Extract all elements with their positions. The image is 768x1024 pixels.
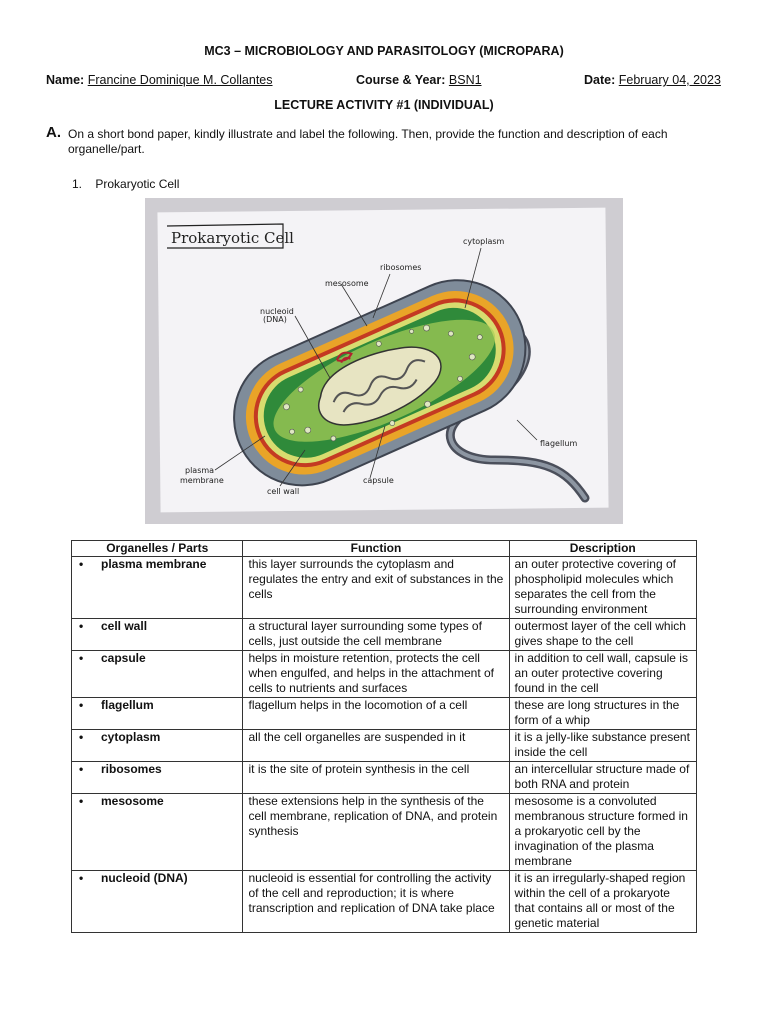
label-flagellum: flagellum <box>540 439 578 448</box>
document-title: MC3 – MICROBIOLOGY AND PARASITOLOGY (MICROPARA) <box>204 44 564 58</box>
label-plasma-membrane-2: membrane <box>180 476 224 485</box>
item-number: 1. <box>72 177 83 191</box>
label-nucleoid-dna: (DNA) <box>263 315 287 324</box>
instructions: On a short bond paper, kindly illustrate and label the following. Then, provide the function and description of each organelle/part. <box>68 127 668 156</box>
part-cell: • flagellum <box>72 698 243 730</box>
function-cell: all the cell organelles are suspended in it <box>243 730 509 762</box>
table-row <box>72 698 697 730</box>
table-row <box>72 730 697 762</box>
header-description: Description <box>509 541 696 557</box>
function-cell: these extensions help in the synthesis of the cell membrane, replication of DNA, and protein synthesis <box>243 794 509 871</box>
function-cell: helps in moisture retention, protects the cell when engulfed, and helps in the attachment of cells to nutrients and surfaces <box>243 651 509 698</box>
drawing-heading: Prokaryotic Cell <box>171 229 294 247</box>
part-cell: • capsule <box>72 651 243 698</box>
description-cell: mesosome is a convoluted membranous structure formed in a prokaryotic cell by the invagination of the plasma membrane <box>509 794 696 871</box>
list-item-prokaryotic-cell <box>72 177 179 191</box>
table-row <box>72 557 697 619</box>
name-label: Name: <box>46 73 85 87</box>
description-cell: it is a jelly-like substance present inside the cell <box>509 730 696 762</box>
date-value: February 04, 2023 <box>618 73 721 87</box>
function-cell: this layer surrounds the cytoplasm and regulates the entry and exit of substances in the cells <box>243 557 509 619</box>
label-plasma-membrane: plasma <box>185 466 215 475</box>
description-cell: an intercellular structure made of both RNA and protein <box>509 762 696 794</box>
table-row <box>72 794 697 871</box>
header-function: Function <box>243 541 509 557</box>
function-cell: flagellum helps in the locomotion of a cell <box>243 698 509 730</box>
label-mesosome: mesosome <box>325 279 369 288</box>
course-label: Course & Year: <box>356 73 446 87</box>
date-field <box>584 73 721 87</box>
prokaryotic-cell-drawing <box>145 198 623 524</box>
date-label: Date: <box>584 73 616 87</box>
description-cell: these are long structures in the form of a whip <box>509 698 696 730</box>
part-cell: • plasma membrane <box>72 557 243 619</box>
table-row <box>72 651 697 698</box>
table-row <box>72 762 697 794</box>
function-cell: nucleoid is essential for controlling the activity of the cell and reproduction; it is where transcription and replication of DNA take place <box>243 871 509 933</box>
course-value: BSN1 <box>448 73 482 87</box>
label-ribosomes: ribosomes <box>380 263 422 272</box>
description-cell: an outer protective covering of phospholipid molecules which separates the cell from the surrounding environment <box>509 557 696 619</box>
description-cell: outermost layer of the cell which gives shape to the cell <box>509 619 696 651</box>
name-field <box>46 73 273 87</box>
part-cell: • nucleoid (DNA) <box>72 871 243 933</box>
organelles-table <box>71 540 697 933</box>
label-cell-wall: cell wall <box>267 487 300 496</box>
item-label: Prokaryotic Cell <box>95 177 180 191</box>
function-cell: it is the site of protein synthesis in the cell <box>243 762 509 794</box>
course-field <box>356 73 482 87</box>
label-capsule: capsule <box>363 476 394 485</box>
header-organelles: Organelles / Parts <box>72 541 243 557</box>
part-cell: • ribosomes <box>72 762 243 794</box>
label-nucleoid: nucleoid <box>260 307 294 316</box>
section-letter: A. <box>46 124 61 141</box>
table-row <box>72 871 697 933</box>
name-value: Francine Dominique M. Collantes <box>87 73 273 87</box>
label-cytoplasm: cytoplasm <box>463 237 505 246</box>
description-cell: in addition to cell wall, capsule is an outer protective covering found in the cell <box>509 651 696 698</box>
part-cell: • mesosome <box>72 794 243 871</box>
function-cell: a structural layer surrounding some types of cells, just outside the cell membrane <box>243 619 509 651</box>
activity-title: LECTURE ACTIVITY #1 (INDIVIDUAL) <box>274 98 494 112</box>
part-cell: • cytoplasm <box>72 730 243 762</box>
cell-illustration <box>145 198 623 524</box>
part-cell: • cell wall <box>72 619 243 651</box>
table-row <box>72 619 697 651</box>
table-header-row <box>72 541 697 557</box>
description-cell: it is an irregularly-shaped region within the cell of a prokaryote that contains all or most of the genetic material <box>509 871 696 933</box>
